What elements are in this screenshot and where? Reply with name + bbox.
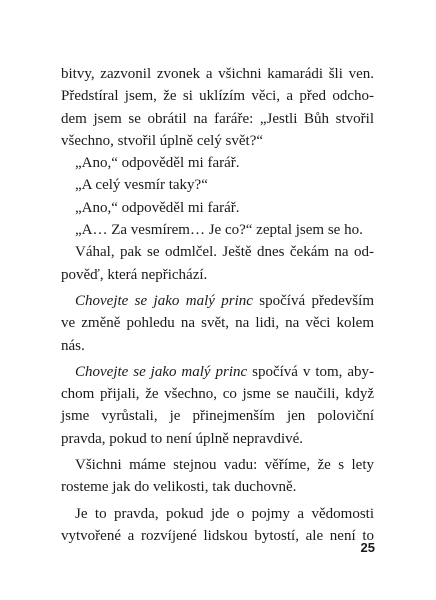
paragraph-1 [61,63,374,152]
paragraph-2 [61,152,374,174]
text-line [61,290,374,312]
text-fragment: spočívá především [252,292,374,309]
italic-title: Chovejte se jako malý princ [75,292,253,309]
text-line: všechno, stvořil úplně celý svět?“ [61,132,264,149]
paragraph-7 [61,290,374,357]
paragraph-4 [61,197,374,219]
text-line: vytvořené a rozvíjené lidskou bytostí, ale není to [61,527,374,544]
paragraph-3 [61,174,374,196]
text-line [61,361,374,383]
paragraph-9 [61,454,374,499]
text-line: „A celý vesmír taky?“ [75,177,208,194]
text-line: rosteme jak do velikosti, tak duchovně. [61,479,297,496]
paragraph-10 [61,503,374,548]
paragraph-8 [61,361,374,450]
body-text [61,63,374,547]
text-line: „Ano,“ odpověděl mi farář. [75,155,240,172]
text-line: Je to pravda, pokud jde o pojmy a vědomosti [75,505,374,522]
text-line: chom přijali, že všechno, co jsme se naučili, když [61,386,374,403]
text-line: Váhal, pak se odmlčel. Ještě dnes čekám na od- [75,244,374,261]
text-line: ve změně pohledu na svět, na lidi, na věci kolem [61,315,374,332]
text-line: Předstíral jsem, že si uklízím věci, a před odcho- [61,88,374,105]
paragraph-6 [61,241,374,286]
paragraph-5 [61,219,374,241]
text-line: nás. [61,337,85,354]
text-line: jsme vyrůstali, je přinejmenším jen poloviční [61,408,374,425]
page-number: 25 [360,540,375,555]
text-line: „Ano,“ odpověděl mi farář. [75,199,240,216]
text-fragment: spočívá v tom, aby- [247,363,374,380]
text-line: „A… Za vesmírem… Je co?“ zeptal jsem se ho. [75,222,363,239]
text-line: pověď, která nepřichází. [61,266,208,283]
text-line: pravda, pokud to není úplně nepravdivé. [61,430,304,447]
text-line: bitvy, zazvonil zvonek a všichni kamarádi šli ven. [61,66,374,82]
italic-title: Chovejte se jako malý princ [75,363,248,380]
text-line: dem jsem se obrátil na faráře: „Jestli Bůh stvořil [61,110,374,127]
text-line: Všichni máme stejnou vadu: věříme, že s lety [75,457,374,474]
